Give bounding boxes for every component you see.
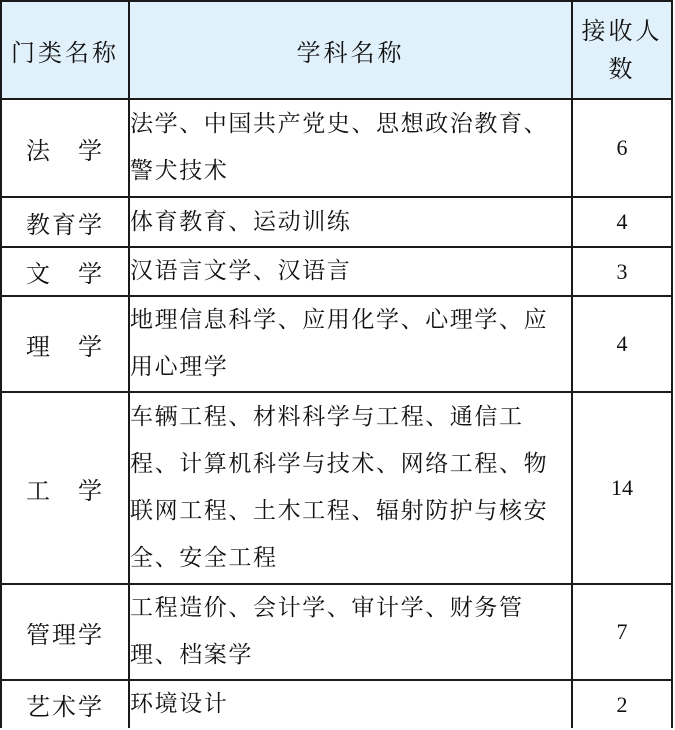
count-cell: 14	[572, 392, 672, 584]
subjects-cell: 车辆工程、材料科学与工程、通信工程、计算机科学与技术、网络工程、物联网工程、土木工程、辐射防护与核安全、安全工程	[129, 392, 572, 584]
category-cell: 管理学	[1, 584, 129, 680]
category-cell: 工 学	[1, 392, 129, 584]
table-row	[1, 392, 672, 584]
count-cell: 7	[572, 584, 672, 680]
count-cell: 4	[572, 296, 672, 392]
category-cell: 理 学	[1, 296, 129, 392]
header-category: 门类名称	[1, 1, 129, 99]
table-row	[1, 99, 672, 197]
category-cell: 艺术学	[1, 680, 129, 728]
subjects-cell: 法学、中国共产党史、思想政治教育、警犬技术	[129, 99, 572, 197]
table-row	[1, 680, 672, 728]
subjects-cell: 地理信息科学、应用化学、心理学、应用心理学	[129, 296, 572, 392]
category-cell: 教育学	[1, 197, 129, 247]
subjects-cell: 汉语言文学、汉语言	[129, 247, 572, 296]
header-row	[1, 1, 672, 99]
category-cell: 文 学	[1, 247, 129, 296]
table-row	[1, 584, 672, 680]
count-cell: 3	[572, 247, 672, 296]
header-subject: 学科名称	[129, 1, 572, 99]
count-cell: 2	[572, 680, 672, 728]
table-row	[1, 247, 672, 296]
header-count: 接收人数	[572, 1, 672, 99]
subjects-cell: 工程造价、会计学、审计学、财务管理、档案学	[129, 584, 572, 680]
subjects-cell: 环境设计	[129, 680, 572, 728]
category-cell: 法 学	[1, 99, 129, 197]
count-cell: 4	[572, 197, 672, 247]
count-cell: 6	[572, 99, 672, 197]
table-row	[1, 197, 672, 247]
subjects-cell: 体育教育、运动训练	[129, 197, 572, 247]
table-row	[1, 296, 672, 392]
